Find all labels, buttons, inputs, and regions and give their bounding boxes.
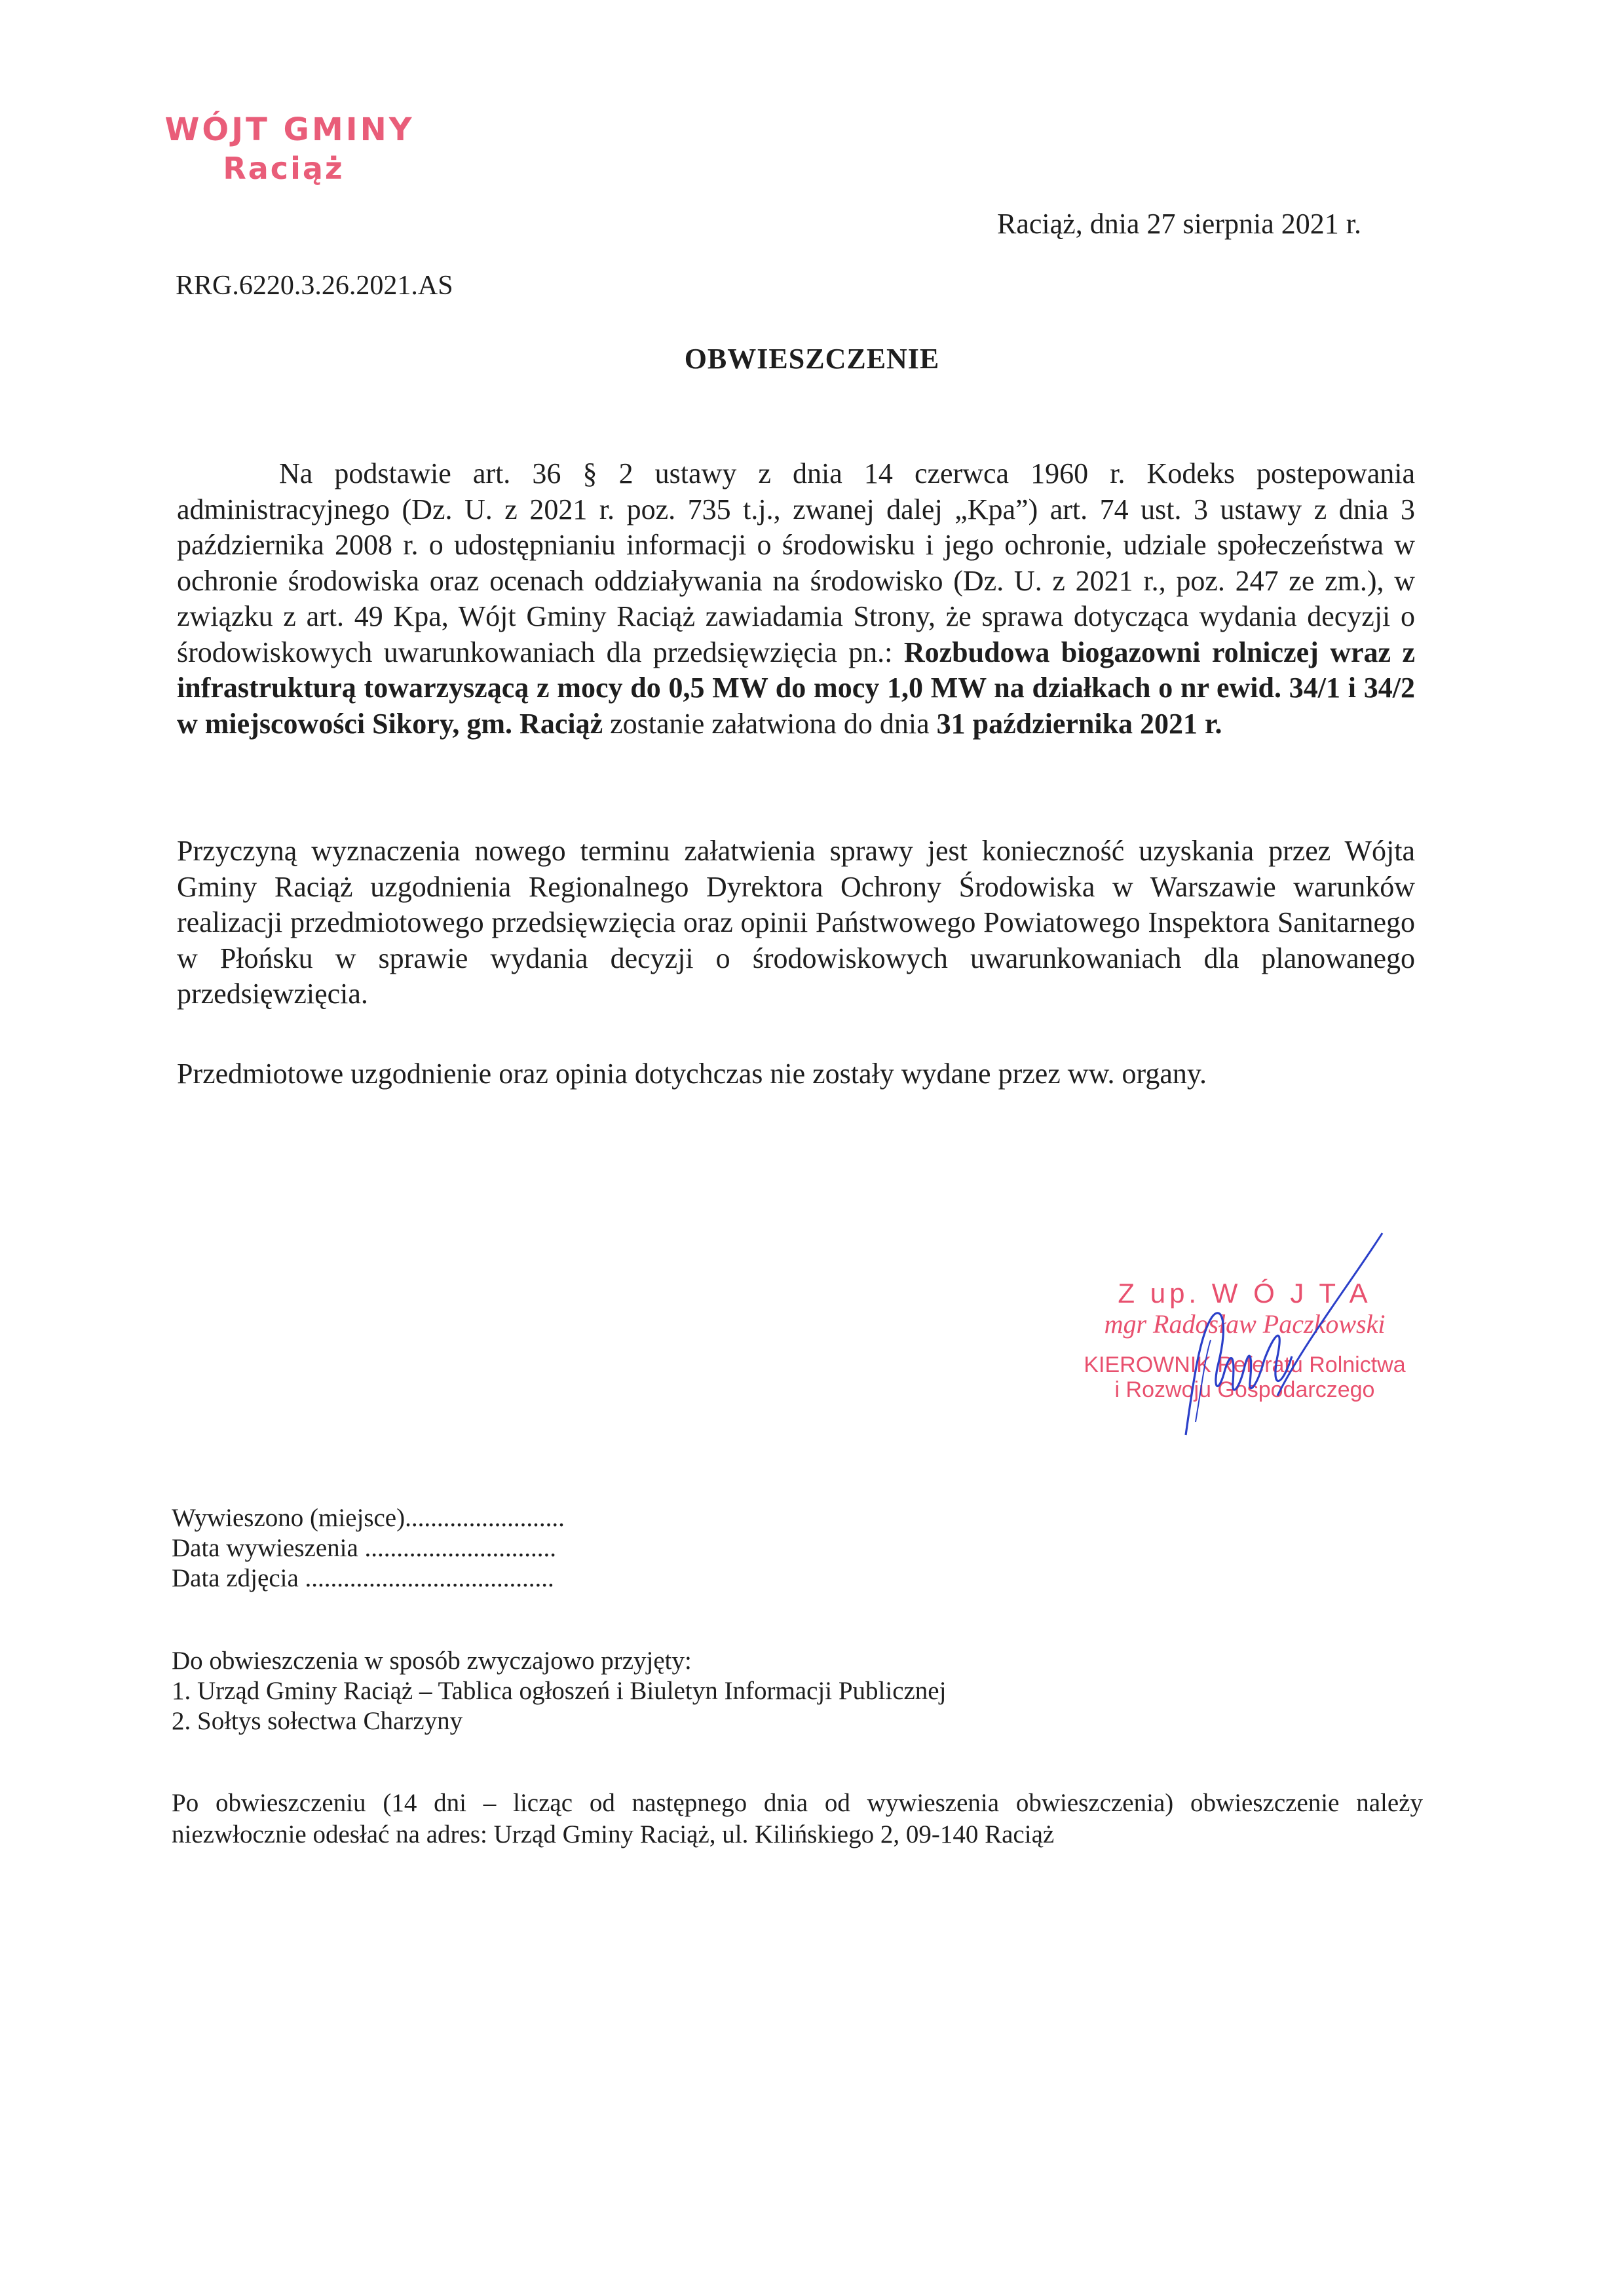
posting-field-date-removed	[172, 1563, 565, 1594]
stamp-line-town: Raciąż	[223, 151, 345, 186]
reference-number: RRG.6220.3.26.2021.AS	[176, 271, 453, 301]
place-and-date: Raciąż, dnia 27 sierpnia 2021 r.	[997, 208, 1361, 240]
deadline-date: 31 października 2021 r.	[936, 707, 1222, 740]
signatory-position: KIEROWNIK Referatu Rolnictwa	[1084, 1352, 1406, 1377]
paragraph-reason	[177, 833, 1415, 1012]
field-label: Wywieszono (miejsce)	[172, 1504, 406, 1532]
paragraph-status	[177, 1056, 1415, 1092]
distribution-heading: Do obwieszczenia w sposób zwyczajowo przyjęty:	[172, 1647, 692, 1675]
status-text: Przedmiotowe uzgodnienie oraz opinia dotychczas nie zostały wydane przez ww. organy.	[177, 1058, 1207, 1090]
posting-field-place	[172, 1503, 565, 1533]
return-instructions: Po obwieszczeniu (14 dni – licząc od następnego dnia od wywieszenia obwieszczenia) obwieszczenie należy niezwłocznie odesłać na adres: Urząd Gminy Raciąż, ul. Kilińskiego 2, 09-140 Raciąż	[172, 1789, 1423, 1848]
distribution-item: 2. Sołtys sołectwa Charzyny	[172, 1707, 463, 1735]
posting-field-date-posted	[172, 1533, 565, 1563]
handwritten-signature-icon	[1087, 1225, 1428, 1442]
stamp-line-office: WÓJT GMINY	[164, 111, 415, 148]
signature-on-behalf: Z up. W Ó J T A	[1118, 1278, 1372, 1309]
signatory-name: mgr Radosław Paczkowski	[1104, 1309, 1386, 1339]
field-blank: ..............................	[364, 1534, 557, 1562]
resolution-text: zostanie załatwiona do dnia	[603, 707, 937, 740]
document-title: OBWIESZCZENIE	[684, 343, 940, 375]
field-label: Data zdjęcia	[172, 1564, 305, 1592]
project-name: Rozbudowa biogazowni rolniczej wraz z infrastrukturą towarzyszącą z mocy do 0,5 MW do mocy 1,0 MW na działkach o nr ewid. 34/1 i 34/2 w miejscowości Sikory, gm. Raciąż	[177, 636, 1416, 740]
field-label: Data wywieszenia	[172, 1534, 365, 1562]
signatory-department: i Rozwoju Gospodarczego	[1114, 1377, 1375, 1402]
posting-fields	[172, 1503, 565, 1594]
office-stamp	[152, 110, 427, 187]
field-blank: .........................	[405, 1504, 565, 1532]
distribution-item: 1. Urząd Gminy Raciąż – Tablica ogłoszeń i Biuletyn Informacji Publicznej	[172, 1677, 947, 1705]
reason-text: Przyczyną wyznaczenia nowego terminu załatwienia sprawy jest konieczność uzyskania przez Wójta Gminy Raciąż uzgodnienia Regionalnego Dyrektora Ochrony Środowiska w Warszawie warunków realizacji przedmiotowego przedsięwzięcia oraz opinii Państwowego Powiatowego Inspektora Sanitarnego w Płońsku w sprawie wydania decyzji o środowiskowych uwarunkowaniach dla planowanego przedsięwzięcia.	[177, 835, 1415, 1010]
distribution-list	[172, 1646, 946, 1736]
legal-basis-text: Na podstawie art. 36 § 2 ustawy z dnia 14 czerwca 1960 r. Kodeks postepowania administracyjnego (Dz. U. z 2021 r. poz. 735 t.j., zwanej dalej „Kpa”) art. 74 ust. 3 ustawy z dnia 3 października 2008 r. o udostępnianiu informacji o środowisku i jego ochronie, udziale społeczeństwa w ochronie środowiska oraz ocenach oddziaływania na środowisko (Dz. U. z 2021 r., poz. 247 ze zm.), w związku z art. 49 Kpa, Wójt Gminy Raciąż zawiadamia Strony, że sprawa dotycząca wydania decyzji o środowiskowych uwarunkowaniach dla przedsięwzięcia pn.:	[177, 457, 1415, 668]
field-blank: .......................................	[305, 1564, 554, 1592]
paragraph-legal-basis	[177, 456, 1415, 742]
